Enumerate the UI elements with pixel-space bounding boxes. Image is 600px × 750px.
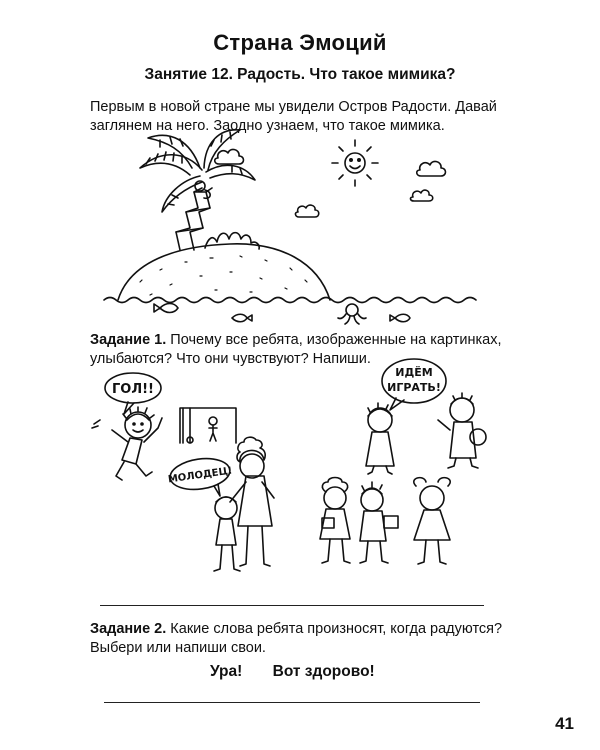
exclamation-hooray: Ура! [210, 663, 243, 680]
bubble-lets-play-text-2: ИГРАТЬ! [387, 381, 441, 394]
task-2-label: Задание 2. [90, 621, 167, 637]
answer-line-task-2[interactable] [104, 702, 480, 703]
intro-line: Первым в новой стране мы увидели Остров Радости. Давай [90, 99, 497, 115]
bubble-goal-text: ГОЛ!! [112, 382, 154, 397]
page-number: 41 [555, 714, 574, 733]
task-1-text: Почему все ребята, изображенные на картинках, [166, 332, 502, 348]
lesson-title: Занятие 12. Радость. Что такое мимика? [144, 66, 456, 83]
answer-line-task-1[interactable] [100, 605, 484, 606]
task-2-line: Выбери или напиши свои. [90, 640, 266, 656]
task-2-text: Какие слова ребята произносят, когда радуются? [166, 621, 503, 637]
page-title: Страна Эмоций [213, 30, 387, 55]
task-1-line: улыбаются? Что они чувствуют? Напиши. [90, 351, 371, 367]
task-1-label: Задание 1. [90, 332, 167, 348]
exclamation-great: Вот здорово! [272, 663, 375, 680]
bubble-lets-play-text-1: ИДЁМ [395, 366, 433, 379]
exclamations [210, 663, 401, 681]
intro-line: заглянем на него. Заодно узнаем, что такое мимика. [90, 118, 445, 134]
task-2 [90, 620, 560, 658]
bubble-well-done-text: МОЛОДЕЦ! [167, 465, 234, 486]
task-2-line [90, 620, 560, 639]
